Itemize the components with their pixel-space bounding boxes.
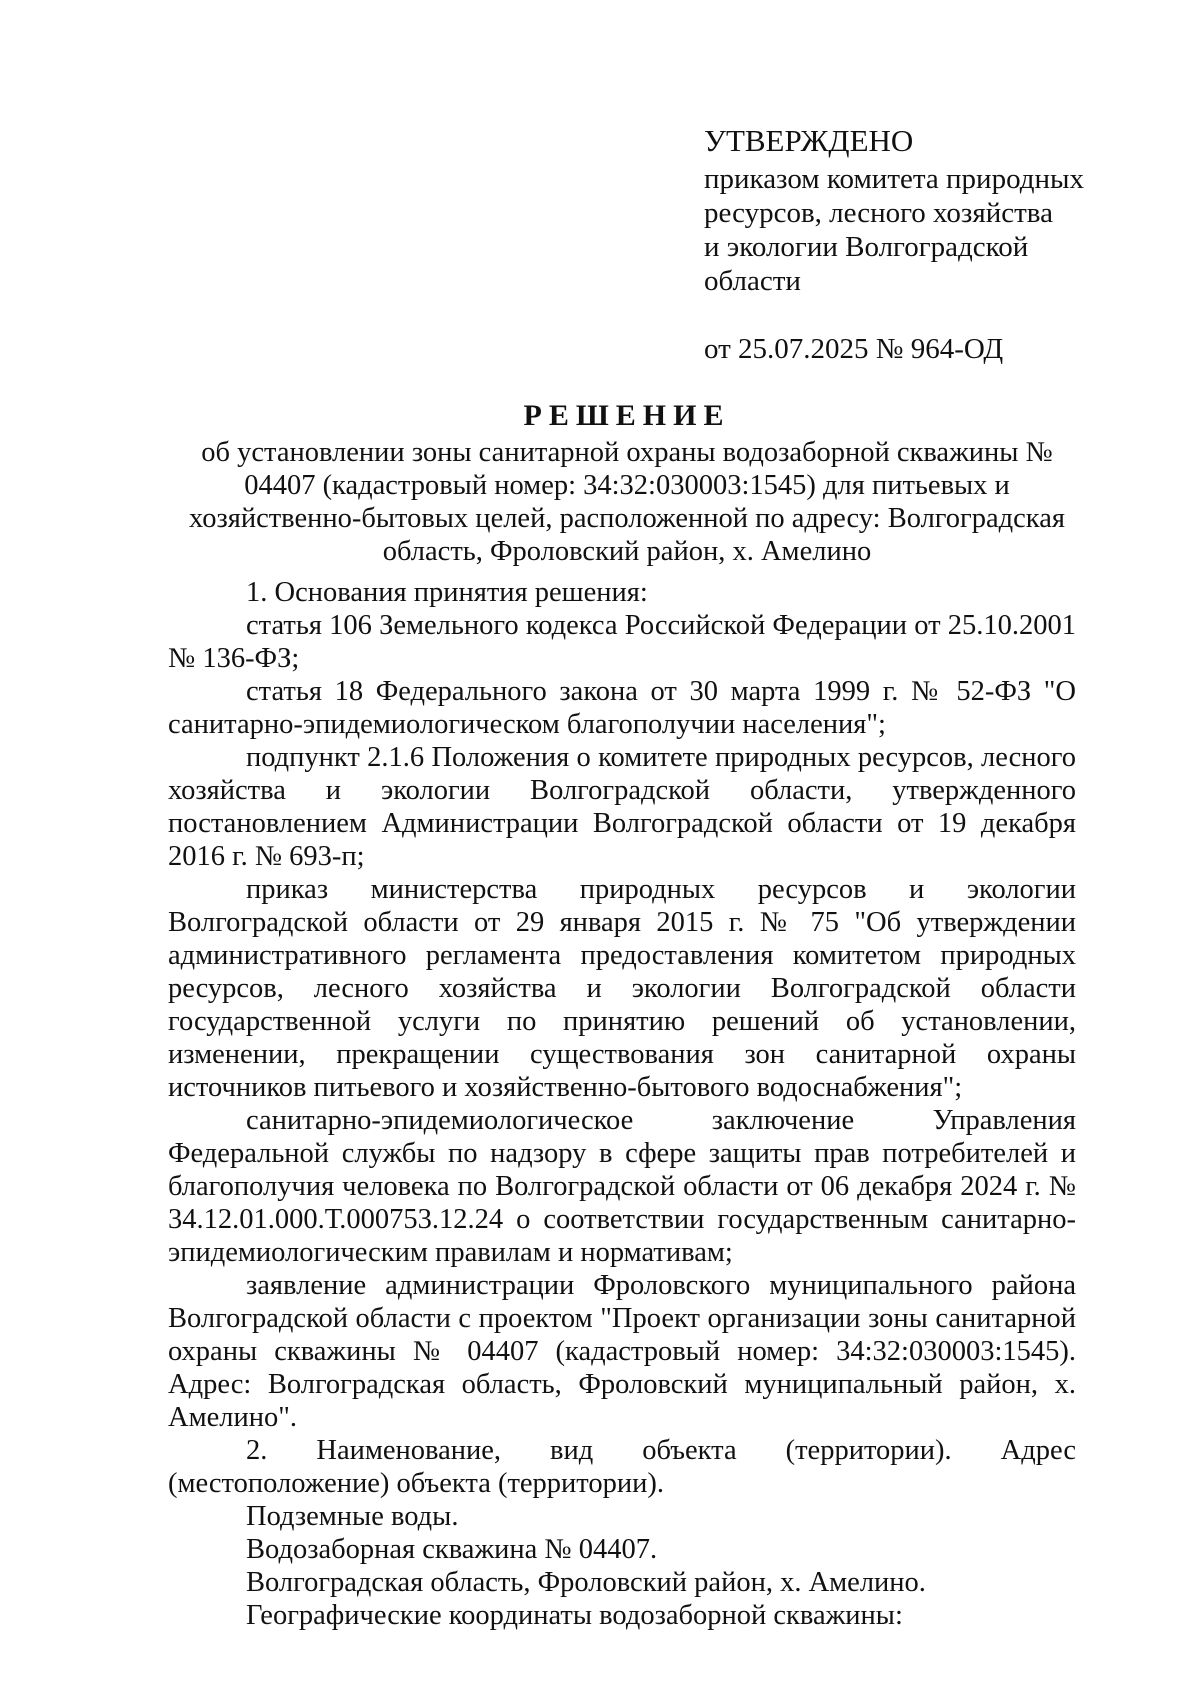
approval-line: и экологии Волгоградской (704, 231, 1029, 263)
object-line: Водозаборная скважина № 04407. (246, 1534, 658, 1565)
approval-line: области (704, 265, 801, 297)
basis-paragraph: подпункт 2.1.6 Положения о комитете природных ресурсов, лесного хозяйства и экологии Волгоградской области, утвержденного постановлением Администрации Волгоградской области от 19 декабря 2016 г. № 693-п; (168, 742, 1076, 872)
decision-title-block (168, 398, 1086, 568)
basis-paragraph: статья 106 Земельного кодекса Российской Федерации от 25.10.2001 № 136-ФЗ; (168, 610, 1076, 674)
approval-line: приказом комитета природных (704, 163, 1084, 195)
approval-line: ресурсов, лесного хозяйства (704, 197, 1053, 229)
basis-paragraph: приказ министерства природных ресурсов и экологии Волгоградской области от 29 января 2015 г. № 75 "Об утверждении административного регламента предоставления комитетом природных ресурсов, лесного хозяйства и экологии Волгоградской области государственной услуги по принятию решений об установлении, изменении, прекращении существования зон санитарной охраны источников питьевого и хозяйственно-бытового водоснабжения"; (168, 874, 1076, 1103)
approval-order-number: от 25.07.2025 № 964-ОД (704, 333, 1004, 365)
section-1-heading: 1. Основания принятия решения: (246, 577, 648, 608)
basis-paragraph: санитарно-эпидемиологическое заключение Управления Федеральной службы по надзору в сфере защиты прав потребителей и благополучия человека по Волгоградской области от 06 декабря 2024 г. № 34.12.01.000.Т.000753.12.24 о соответствии государственным санитарно-эпидемиологическим правилам и нормативам; (168, 1105, 1076, 1268)
approval-heading: УТВЕРЖДЕНО (704, 123, 914, 158)
section-2-heading: 2. Наименование, вид объекта (территории). Адрес (местоположение) объекта (территории). (168, 1435, 1076, 1499)
object-line: Географические координаты водозаборной скважины: (246, 1600, 903, 1631)
decision-heading: РЕШЕНИЕ (523, 399, 731, 432)
decision-subtitle: об установлении зоны санитарной охраны водозаборной скважины № 04407 (кадастровый номер: 34:32:030003:1545) для питьевых и хозяйственно-бытовых целей, расположенной по адресу: Волгоградская область, Фроловский район, х. Амелино (189, 437, 1065, 567)
object-line: Волгоградская область, Фроловский район, х. Амелино. (246, 1567, 926, 1598)
basis-paragraph: заявление администрации Фроловского муниципального района Волгоградской области с проектом "Проект организации зоны санитарной охраны скважины № 04407 (кадастровый номер: 34:32:030003:1545). Адрес: Волгоградская область, Фроловский муниципальный район, х. Амелино". (168, 1270, 1076, 1433)
approval-block (704, 124, 1124, 366)
object-line: Подземные воды. (246, 1501, 459, 1532)
document-body (168, 576, 1076, 1632)
basis-paragraph: статья 18 Федерального закона от 30 марта 1999 г. № 52-ФЗ "О санитарно-эпидемиологическом благополучии населения"; (168, 676, 1076, 740)
